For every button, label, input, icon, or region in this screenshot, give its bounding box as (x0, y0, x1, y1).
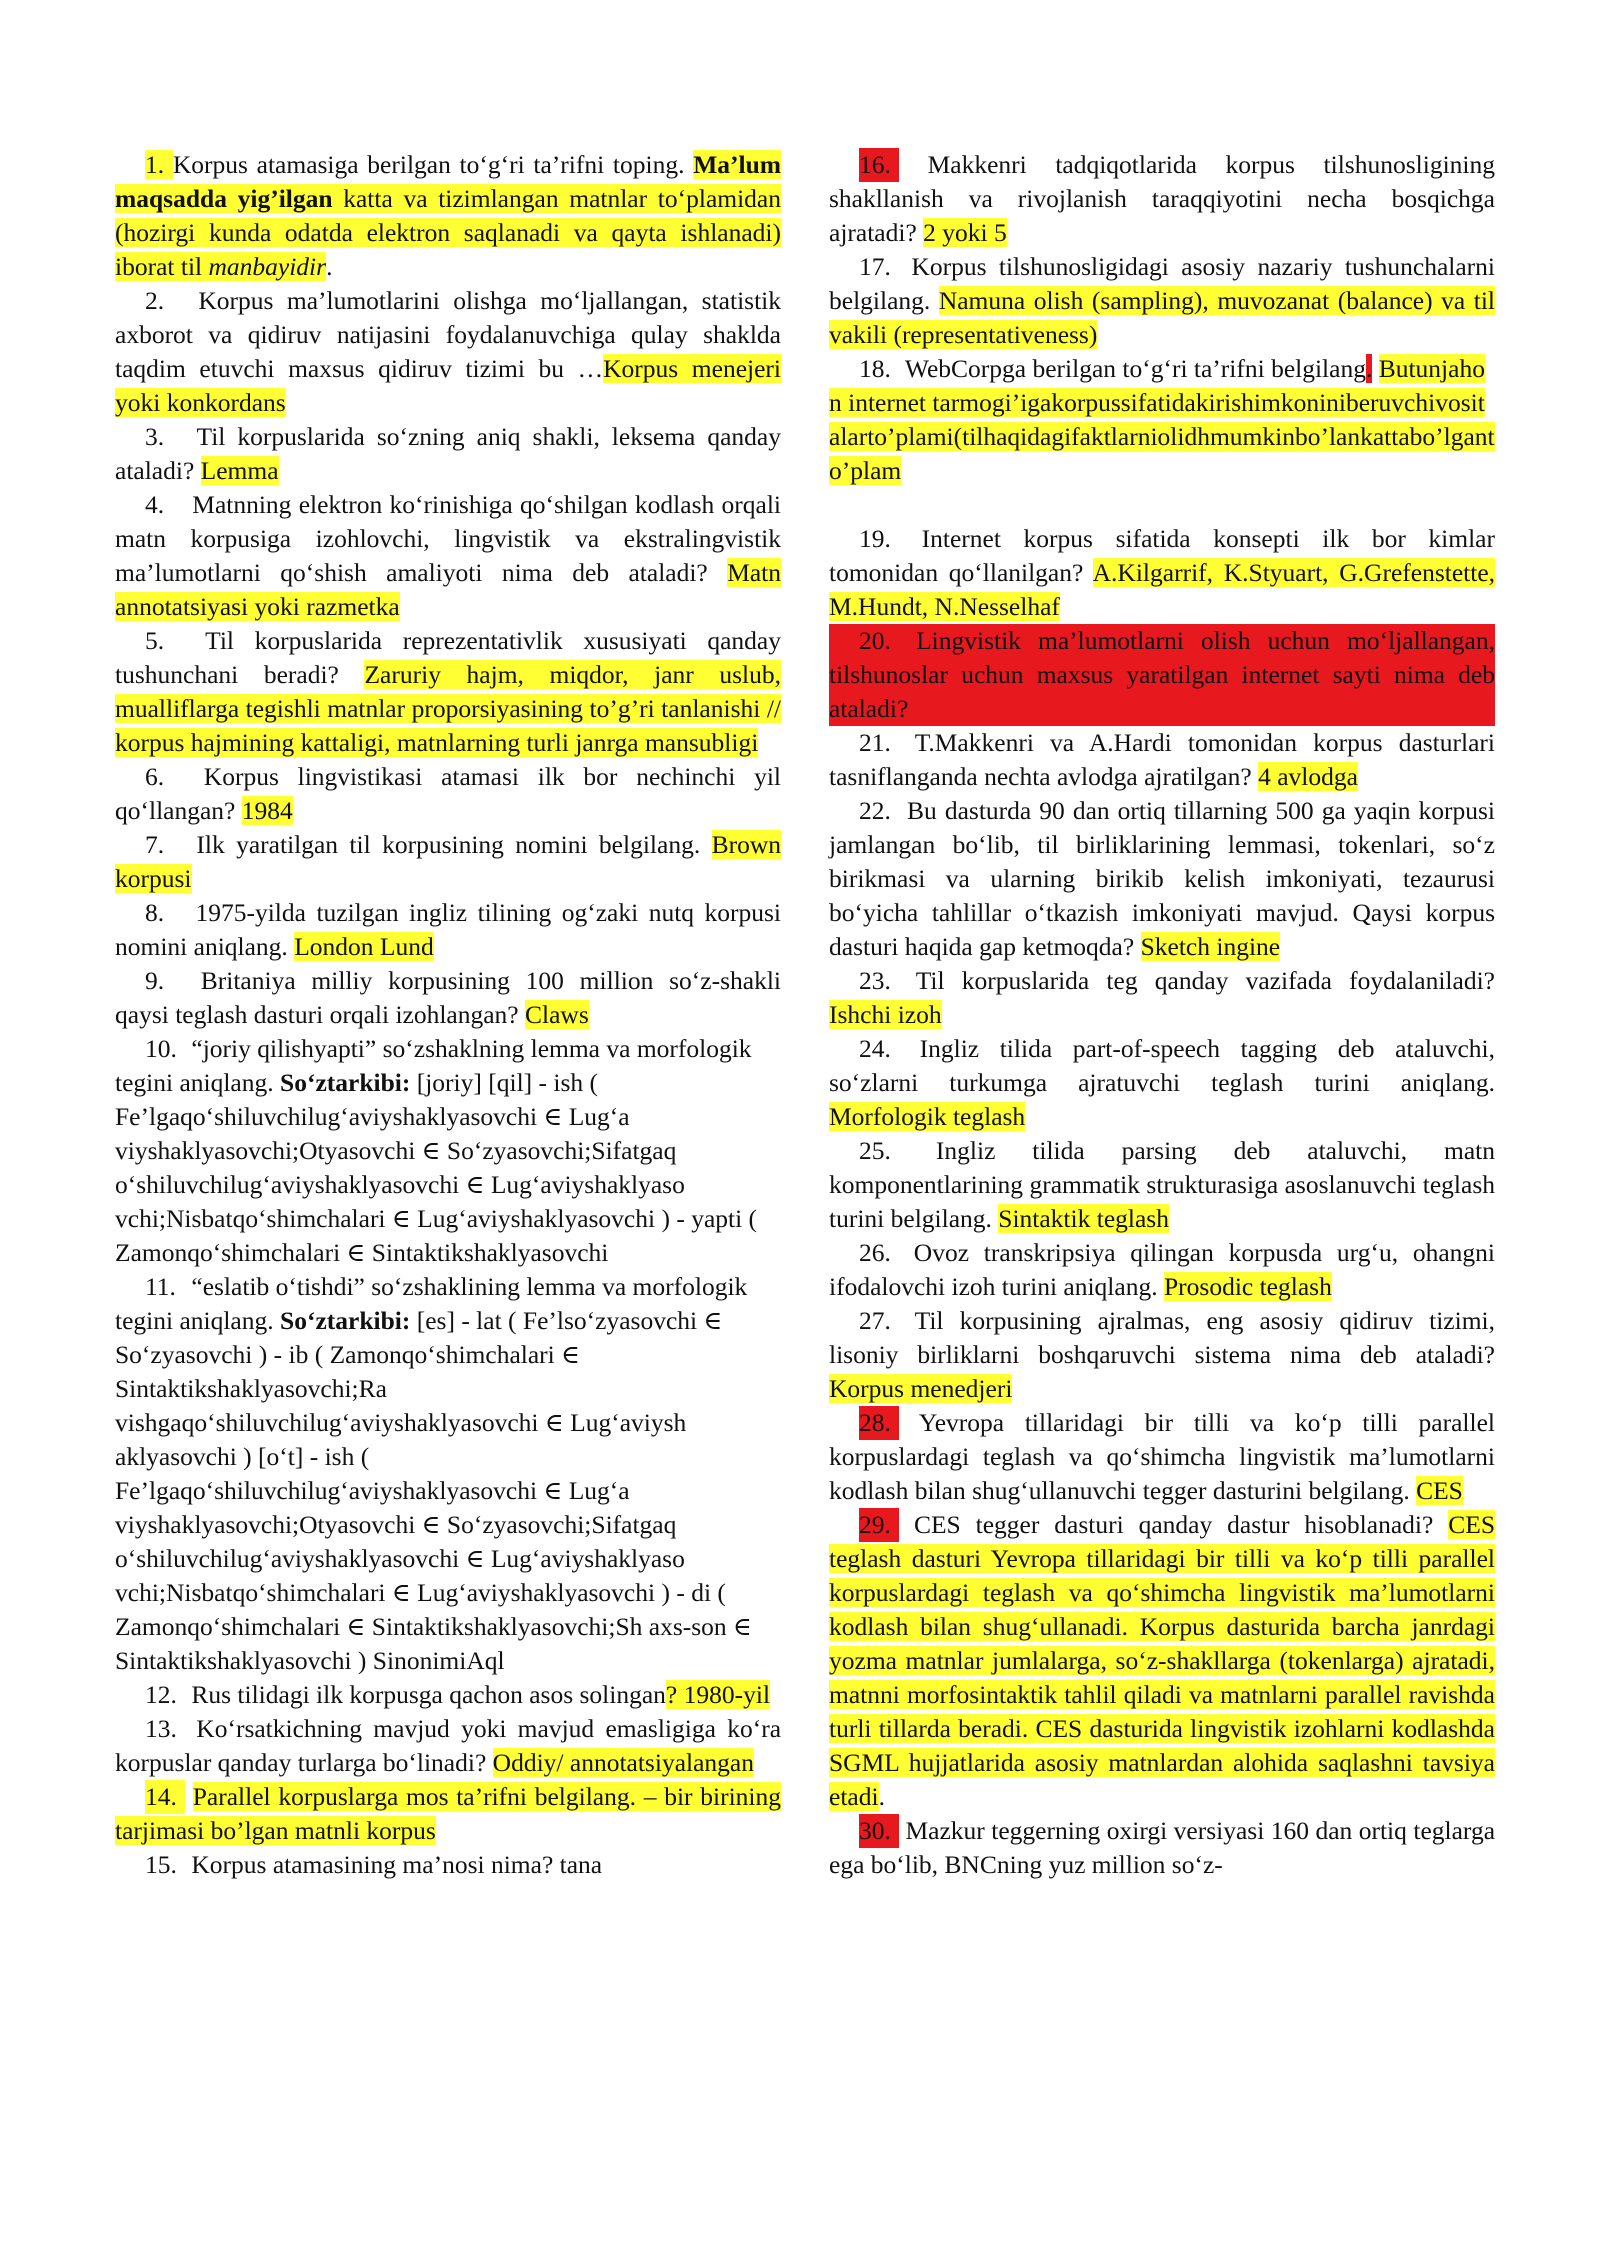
answer-text: Sintaktik teglash (998, 1204, 1169, 1233)
question-number: 1. (145, 150, 165, 179)
question-7 (115, 828, 781, 896)
question-text: Britaniya milliy korpusining 100 million so‘z-shakli qaysi teglash dasturi orqali izohlangan? (115, 966, 782, 1029)
question-number: 11. (145, 1272, 176, 1301)
error-mark: . (1365, 354, 1373, 383)
question-9 (115, 964, 781, 1032)
question-number: 3. (145, 422, 165, 451)
question-number: 24. (859, 1034, 891, 1063)
question-number: 13. (145, 1714, 177, 1743)
answer-text: Morfologik teglash (829, 1102, 1026, 1131)
question-3 (115, 420, 781, 488)
question-14 (115, 1780, 781, 1848)
question-text: Ovoz transkripsiya qilingan korpusda urg‘u, ohangni ifodalovchi izoh turini aniqlang. (829, 1238, 1495, 1301)
answer-text: Zaruriy hajm, miqdor, janr uslub, mualliflarga tegishli matnlar proporsiyasining to’g’ri tanlanishi // korpus hajmining kattaligi, matnlarning turli janrga mansubligi (115, 660, 782, 757)
question-29: 29. CES tegger dasturi qanday dastur hisoblanadi? CES teglash dasturi Yevropa tillaridagi bir tilli va ko‘p tilli parallel korpuslardagi teglash va qo‘shimcha lingvistik ma’lumotlarni kodlash bilan shug‘ullanadi. Korpus dasturida barcha janrdagi yozma matnlar jumlalarga, so‘z-shakllarga (tokenlarga) ajratadi, matnni morfosintaktik tahlil qiladi va matnlarni parallel ravishda turli tillarda beradi. CES dasturida lingvistik izohlarni kodlashda SGML hujjatlarida asosiy matnlardan alohida saqlashni tavsiya etadi. (829, 1510, 1496, 1811)
question-1: 1. Korpus atamasiga berilgan to‘g‘ri ta’rifni toping. Ma’lum maqsadda yig’ilgan katta va tizimlangan matnlar to‘plamidan (hozirgi kunda odatda elektron saqlanadi va qayta ishlanadi) iborat til manbayidir. (115, 150, 782, 281)
question-text: T.Makkenri va A.Hardi tomonidan korpus dasturlari tasniflanganda nechta avlodga ajratilgan? (829, 728, 1495, 791)
question-number: 29. (859, 1508, 899, 1542)
question-number: 23. (859, 966, 891, 995)
answer-text: Claws (525, 1000, 589, 1029)
right-column (829, 148, 1495, 2188)
answer-text: CES (1416, 1476, 1463, 1505)
answer-italic: manbayidir (208, 252, 327, 281)
word-structure-label: So‘ztarkibi: (280, 1068, 411, 1097)
answer-text: CES teglash dasturi Yevropa tillaridagi bir tilli va ko‘p tilli parallel korpuslardagi teglash va qo‘shimcha lingvistik ma’lumotlarni kodlash bilan shug‘ullanadi. Korpus dasturida barcha janrdagi yozma matnlar jumlalarga, so‘z-shakllarga (tokenlarga) ajratadi, matnni morfosintaktik tahlil qiladi va matnlarni parallel ravishda turli tillarda beradi. CES dasturida lingvistik izohlarni kodlashda SGML hujjatlarida asosiy matnlardan alohida saqlashni tavsiya etadi (829, 1510, 1496, 1811)
answer-text: Namuna olish (sampling), muvozanat (balance) va til vakili (representativeness) (829, 286, 1496, 349)
question-number: 20. (859, 626, 891, 655)
question-8 (115, 896, 781, 964)
answer-text: Matn annotatsiyasi yoki razmetka (115, 558, 782, 621)
question-number: 10. (145, 1034, 177, 1063)
question-text: Lingvistik ma’lumotlarni olish uchun mo‘ljallangan, tilshunoslar uchun maxsus yaratilgan internet sayti nima deb ataladi? (829, 626, 1496, 723)
question-number: 7. (145, 830, 165, 859)
question-24 (829, 1032, 1495, 1134)
question-20 (829, 624, 1495, 726)
answer-text: Brown korpusi (115, 830, 782, 893)
question-number: 17. (859, 252, 891, 281)
question-number: 4. (145, 490, 165, 519)
question-number: 19. (859, 524, 891, 553)
question-number: 27. (859, 1306, 891, 1335)
morphology-text: [es] - lat ( Fe’lso‘zyasovchi ∈ So‘zyasovchi ) - ib ( Zamonqo‘shimchalari ∈ Sintaktikshaklyasovchi;Ra vishgaqo‘shiluvchilug‘aviyshaklyasovchi ∈ Lug‘aviysh aklyasovchi ) [o‘t] - ish ( Fe’lgaqo‘shiluvchilug‘aviyshaklyasovchi ∈ Lug‘a viyshaklyasovchi;Otyasovchi ∈ So‘zyasovchi;Sifatgaq o‘shiluvchilug‘aviyshaklyasovchi ∈ Lug‘aviyshaklyaso vchi;Nisbatqo‘shimchalari ∈ Lug‘aviyshaklyasovchi ) - di ( Zamonqo‘shimchalari ∈ Sintaktikshaklyasovchi;Sh axs-son ∈ Sintaktikshaklyasovchi ) SinonimiAql (115, 1306, 752, 1675)
question-number: 22. (859, 796, 891, 825)
answer-text: Butunjahon internet tarmogi’igakorpussifatidakirishimkoniniberuvchivositalarto’plami(tilhaqidagifaktlarniolidhmumkinbo’lankattabo’lganto’plam (829, 354, 1495, 485)
question-text: Korpus ma’lumotlarini olishga mo‘ljallangan, statistik axborot va qidiruv natijasini foydalanuvchiga qulay shaklda taqdim etuvchi maxsus qidiruv tizimi bu … (115, 286, 781, 383)
question-number: 5. (145, 626, 165, 655)
question-text: Til korpusining ajralmas, eng asosiy qidiruv tizimi, lisoniy birliklarni boshqaruvchi sistema nima deb ataladi? (829, 1306, 1495, 1369)
question-text: WebCorpga berilgan to‘g‘ri ta’rifni belgilang (904, 354, 1366, 383)
left-column (115, 148, 781, 2188)
answer-text: Prosodic teglash (1163, 1272, 1332, 1301)
question-text: Korpus lingvistikasi atamasi ilk bor nechinchi yil qo‘llangan? (115, 762, 782, 825)
question-text: Til korpuslarida teg qanday vazifada foydalaniladi? (915, 966, 1495, 995)
question-number: 2. (145, 286, 165, 315)
answer-text: ? 1980-yil (665, 1680, 771, 1709)
answer-text: 1984 (241, 796, 293, 825)
question-25 (829, 1134, 1495, 1236)
question-text: Korpus atamasining ma’nosi nima? tana (191, 1850, 603, 1879)
question-text: Korpus tilshunosligidagi asosiy nazariy tushunchalarni belgilang. (829, 252, 1495, 315)
answer-text: London Lund (294, 932, 434, 961)
question-number: 14. (145, 1780, 185, 1814)
question-30 (829, 1814, 1495, 1882)
question-18 (829, 352, 1495, 488)
question-text: Rus tilidagi ilk korpusga qachon asos solingan (191, 1680, 666, 1709)
question-19 (829, 522, 1495, 624)
question-26 (829, 1236, 1495, 1304)
question-6 (115, 760, 781, 828)
question-16 (829, 148, 1495, 250)
question-23 (829, 964, 1495, 1032)
question-text: Til korpuslarida so‘zning aniq shakli, leksema qanday ataladi? (115, 422, 781, 485)
question-text: Parallel korpuslarga mos ta’rifni belgilang. – (192, 1782, 665, 1811)
question-text: Korpus atamasiga berilgan to‘g‘ri ta’rifni toping. (172, 150, 685, 179)
question-21 (829, 726, 1495, 794)
question-text: Ingliz tilida parsing deb ataluvchi, matn komponentlarining grammatik strukturasiga asoslanuvchi teglash turini belgilang. (829, 1136, 1496, 1233)
answer-text: Oddiy/ annotatsiyalangan (492, 1748, 754, 1777)
question-12 (115, 1678, 781, 1712)
question-text: “eslatib o‘tishdi” so‘zshaklining lemma va morfologik tegini aniqlang. (115, 1272, 748, 1335)
question-text: Matnning elektron ko‘rinishiga qo‘shilgan kodlash orqali matn korpusiga izohlovchi, lingvistik va ekstralingvistik ma’lumotlarni qo‘shish amaliyoti nima deb ataladi? (115, 490, 781, 587)
question-27 (829, 1304, 1495, 1406)
question-text: Internet korpus sifatida konsepti ilk bor kimlar tomonidan qo‘llanilgan? (829, 524, 1495, 587)
question-text: Ingliz tilida part-of-speech tagging deb ataluvchi, so‘zlarni turkumga ajratuvchi teglash turini aniqlang. (829, 1034, 1495, 1097)
question-number: 21. (859, 728, 891, 757)
question-11 (115, 1270, 781, 1678)
question-number: 15. (145, 1850, 177, 1879)
question-text: Yevropa tillaridagi bir tilli va ko‘p tilli parallel korpuslardagi teglash va qo‘shimcha lingvistik ma’lumotlarni kodlash bilan shug‘ullanuvchi tegger dasturini belgilang. (829, 1408, 1495, 1505)
question-10 (115, 1032, 781, 1270)
question-22 (829, 794, 1495, 964)
blank-line (829, 488, 1495, 522)
answer-text: 2 yoki 5 (923, 218, 1007, 247)
question-number: 18. (859, 354, 891, 383)
answer-bold: Ma’lum maqsadda yig’ilgan (115, 150, 782, 213)
question-4 (115, 488, 781, 624)
question-number: 12. (145, 1680, 177, 1709)
answer-text: A.Kilgarrif, K.Styuart, G.Grefenstette, M.Hundt, N.Nesselhaf (829, 558, 1496, 621)
question-text: Ilk yaratilgan til korpusining nomini belgilang. (196, 830, 701, 859)
question-number: 25. (859, 1136, 891, 1165)
question-number: 16. (859, 148, 899, 182)
question-text: Ko‘rsatkichning mavjud yoki mavjud emasligiga ko‘ra korpuslar qanday turlarga bo‘linadi? (115, 1714, 782, 1777)
morphology-text: [joriy] [qil] - ish ( Fe’lgaqo‘shiluvchilug‘aviyshaklyasovchi ∈ Lug‘a viyshaklyasovchi;Otyasovchi ∈ So‘zyasovchi;Sifatgaq o‘shiluvchilug‘aviyshaklyasovchi ∈ Lug‘aviyshaklyaso vchi;Nisbatqo‘shimchalari ∈ Lug‘aviyshaklyasovchi ) - yapti ( Zamonqo‘shimchalari ∈ Sintaktikshaklyasovchi (115, 1068, 758, 1267)
question-13 (115, 1712, 781, 1780)
answer-text: Sketch ingine (1140, 932, 1281, 961)
question-number: 6. (145, 762, 165, 791)
question-text: Bu dasturda 90 dan ortiq tillarning 500 ga yaqin korpusi jamlangan bo‘lib, til birliklarining lemmasi, tokenlari, so‘z birikmasi va ularning birikib kelish imkoniyati, tezaurusi bo‘yicha tahlillar o‘tkazish imkoniyati mavjud. Qaysi korpus dasturi haqida gap ketmoqda? (829, 796, 1496, 961)
question-number: 9. (145, 966, 165, 995)
question-5 (115, 624, 781, 760)
question-15 (115, 1848, 781, 1882)
answer-text: Lemma (200, 456, 279, 485)
question-text: “joriy qilishyapti” so‘zshaklning lemma va morfologik tegini aniqlang. (115, 1034, 752, 1097)
document-page (115, 148, 1495, 2188)
question-text: 1975-yilda tuzilgan ingliz tilining og‘zaki nutq korpusi nomini aniqlang. (115, 898, 781, 961)
answer-text: Korpus menedjeri (829, 1374, 1013, 1403)
question-number: 30. (859, 1814, 899, 1848)
question-text: Til korpuslarida reprezentativlik xususiyati qanday tushunchani beradi? (115, 626, 781, 689)
word-structure-label: So‘ztarkibi: (280, 1306, 411, 1335)
answer-text: bir birining tarjimasi bo’lgan matnli korpus (115, 1782, 781, 1845)
answer-text: Korpus menejeri yoki konkordans (115, 354, 782, 417)
question-17 (829, 250, 1495, 352)
answer-text: Ishchi izoh (829, 1000, 942, 1029)
question-number: 28. (859, 1406, 899, 1440)
question-text: Mazkur teggerning oxirgi versiyasi 160 dan ortiq teglarga ega bo‘lib, BNCning yuz million so‘z- (829, 1816, 1496, 1879)
question-number: 8. (145, 898, 165, 927)
question-number: 26. (859, 1238, 891, 1267)
question-text: CES tegger dasturi qanday dastur hisoblanadi? (913, 1510, 1434, 1539)
question-28 (829, 1406, 1495, 1508)
answer-text: 4 avlodga (1258, 762, 1358, 791)
question-text: Makkenri tadqiqotlarida korpus tilshunosligining shakllanish va rivojlanish taraqqiyotini necha bosqichga ajratadi? (829, 150, 1495, 247)
question-2 (115, 284, 781, 420)
answer-text: katta va tizimlangan matnlar to‘plamidan (hozirgi kunda odatda elektron saqlanadi va qayta ishlanadi) iborat til (115, 184, 782, 281)
